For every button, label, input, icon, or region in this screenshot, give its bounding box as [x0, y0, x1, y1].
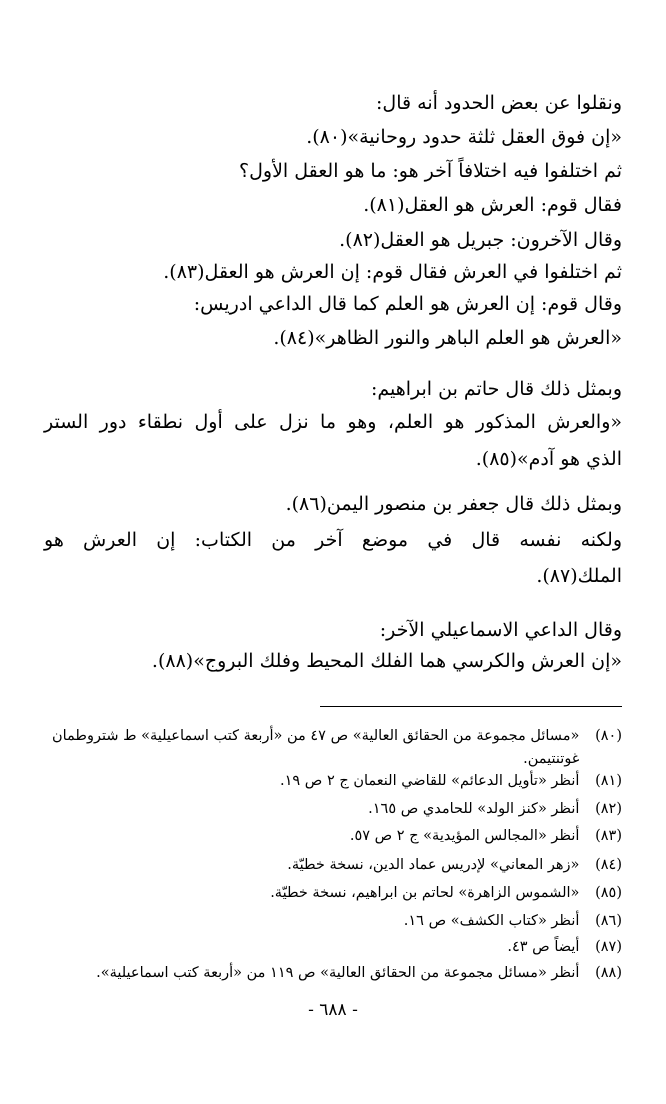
- body-line-16: «إن العرش والكرسي هما الفلك المحيط وفلك البروج»(٨٨).: [151, 650, 622, 672]
- footnote-text: أيضاً ص ٤٣.: [507, 939, 580, 955]
- body-line-15: وقال الداعي الاسماعيلي الآخر:: [379, 619, 622, 641]
- footnote-text: «زهر المعاني» لإدريس عماد الدين، نسخة خطيّة.: [287, 857, 580, 873]
- body-line-2: «إن فوق العقل ثلثة حدود روحانية»(٨٠).: [306, 126, 622, 148]
- body-line-1: ونقلوا عن بعض الحدود أنه قال:: [376, 92, 622, 114]
- footnote-number: (٨٣): [595, 828, 622, 844]
- footnote-text: «الشموس الزاهرة» لحاتم بن ابراهيم، نسخة خطيّة.: [270, 885, 580, 901]
- body-line-12: وبمثل ذلك قال جعفر بن منصور اليمن(٨٦).: [285, 493, 622, 515]
- footnote: [40, 826, 622, 846]
- footnote: [40, 963, 622, 983]
- footnote: [40, 911, 622, 931]
- footnote: [40, 883, 622, 903]
- footnote: [40, 937, 622, 957]
- footnote-text: غوتنتيمن.: [523, 751, 580, 767]
- footnote-text: أنظر «مسائل مجموعة من الحقائق العالية» ص ١١٩ من «أربعة كتب اسماعيلية».: [96, 965, 580, 981]
- footnote: [40, 726, 622, 746]
- footnote-text: أنظر «كتاب الكشف» ص ١٦.: [403, 913, 580, 929]
- footnote-text: «مسائل مجموعة من الحقائق العالية» ص ٤٧ من «أربعة كتب اسماعيلية» ط شتروطمان: [51, 728, 580, 744]
- footnote-continuation: [40, 749, 622, 769]
- body-line-8: «العرش هو العلم الباهر والنور الظاهر»(٨٤).: [273, 327, 622, 349]
- body-line-7: وقال قوم: إن العرش هو العلم كما قال الداعي ادريس:: [193, 293, 622, 315]
- body-line-4: فقال قوم: العرش هو العقل(٨١).: [363, 194, 622, 216]
- footnote-number: (٨٥): [595, 885, 622, 901]
- body-line-3: ثم اختلفوا فيه اختلافاً آخر هو: ما هو العقل الأول؟: [239, 160, 622, 182]
- page-number: - ٦٨٨ -: [308, 1000, 358, 1020]
- footnote: [40, 799, 622, 819]
- body-line-13: ولكنه نفسه قال في موضع آخر من الكتاب: إن العرش هو: [44, 529, 622, 551]
- footnote-text: أنظر «كنز الولد» للحامدي ص ١٦٥.: [368, 801, 580, 817]
- body-line-6: ثم اختلفوا في العرش فقال قوم: إن العرش هو العقل(٨٣).: [163, 261, 622, 283]
- footnote-number: (٨٢): [595, 801, 622, 817]
- body-line-10: «والعرش المذكور هو العلم، وهو ما نزل على أول نطقاء دور الستر: [44, 411, 622, 433]
- footnote-text: أنظر «تأويل الدعائم» للقاضي النعمان ج ٢ ص ١٩.: [280, 773, 580, 789]
- body-line-11: الذي هو آدم»(٨٥).: [475, 448, 622, 470]
- footnote-number: (٨٠): [595, 728, 622, 744]
- footnote-number: (٨٨): [595, 965, 622, 981]
- footnote: [40, 771, 622, 791]
- body-line-5: وقال الآخرون: جبريل هو العقل(٨٢).: [339, 229, 622, 251]
- footnote-number: (٨١): [595, 773, 622, 789]
- body-line-14: الملك(٨٧).: [536, 565, 622, 587]
- footnote: [40, 855, 622, 875]
- footnote-text: أنظر «المجالس المؤيدية» ج ٢ ص ٥٧.: [349, 828, 580, 844]
- footnote-number: (٨٧): [595, 939, 622, 955]
- footnote-separator: [320, 706, 622, 707]
- footnote-number: (٨٦): [595, 913, 622, 929]
- body-line-9: وبمثل ذلك قال حاتم بن ابراهيم:: [370, 378, 622, 400]
- footnote-number: (٨٤): [595, 857, 622, 873]
